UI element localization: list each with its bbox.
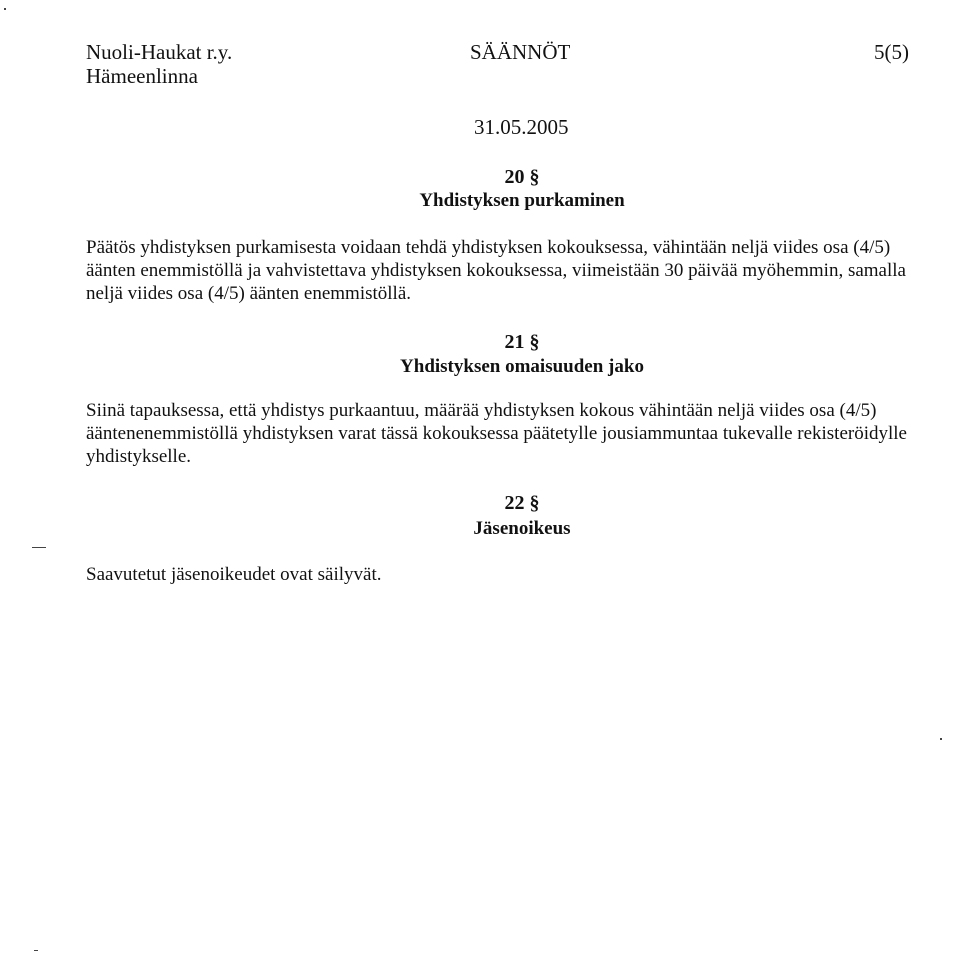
- section-20-line: äänten enemmistöllä ja vahvistettava yhdistyksen kokouksessa, viimeistään 30 päivää myöhemmin, samalla: [86, 260, 906, 281]
- document-title: SÄÄNNÖT: [470, 40, 571, 64]
- section-20-number: 20 §: [504, 166, 540, 188]
- section-22-body: [86, 563, 956, 586]
- scan-speck: [34, 950, 38, 951]
- section-22-title: Jäsenoikeus: [473, 518, 571, 539]
- organization-name: Nuoli-Haukat r.y.: [86, 40, 233, 64]
- page-number: 5(5): [874, 40, 909, 64]
- section-22-number: 22 §: [504, 492, 540, 514]
- section-21-line: yhdistykselle.: [86, 446, 192, 467]
- section-21-body: [86, 399, 956, 468]
- organization-city: Hämeenlinna: [86, 64, 198, 88]
- section-20-title: Yhdistyksen purkaminen: [419, 190, 625, 211]
- section-21-line: ääntenenemmistöllä yhdistyksen varat tässä kokouksessa päätetylle jousiammuntaa tukevalle rekisteröidylle: [86, 423, 907, 444]
- document-date: 31.05.2005: [474, 115, 569, 139]
- section-20-line: neljä viides osa (4/5) äänten enemmistöllä.: [86, 283, 412, 304]
- scan-speck: [4, 8, 6, 10]
- section-20-line: Päätös yhdistyksen purkamisesta voidaan tehdä yhdistyksen kokouksessa, vähintään neljä viides osa (4/5): [86, 237, 891, 258]
- section-20-body: [86, 236, 956, 305]
- section-22-line: Saavutetut jäsenoikeudet ovat säilyvät.: [86, 564, 382, 585]
- scan-speck: [940, 738, 942, 740]
- scan-speck: [32, 547, 46, 548]
- section-21-line: Siinä tapauksessa, että yhdistys purkaantuu, määrää yhdistyksen kokous vähintään neljä viides osa (4/5): [86, 400, 877, 421]
- section-21-title: Yhdistyksen omaisuuden jako: [400, 356, 644, 377]
- section-21-number: 21 §: [504, 331, 540, 353]
